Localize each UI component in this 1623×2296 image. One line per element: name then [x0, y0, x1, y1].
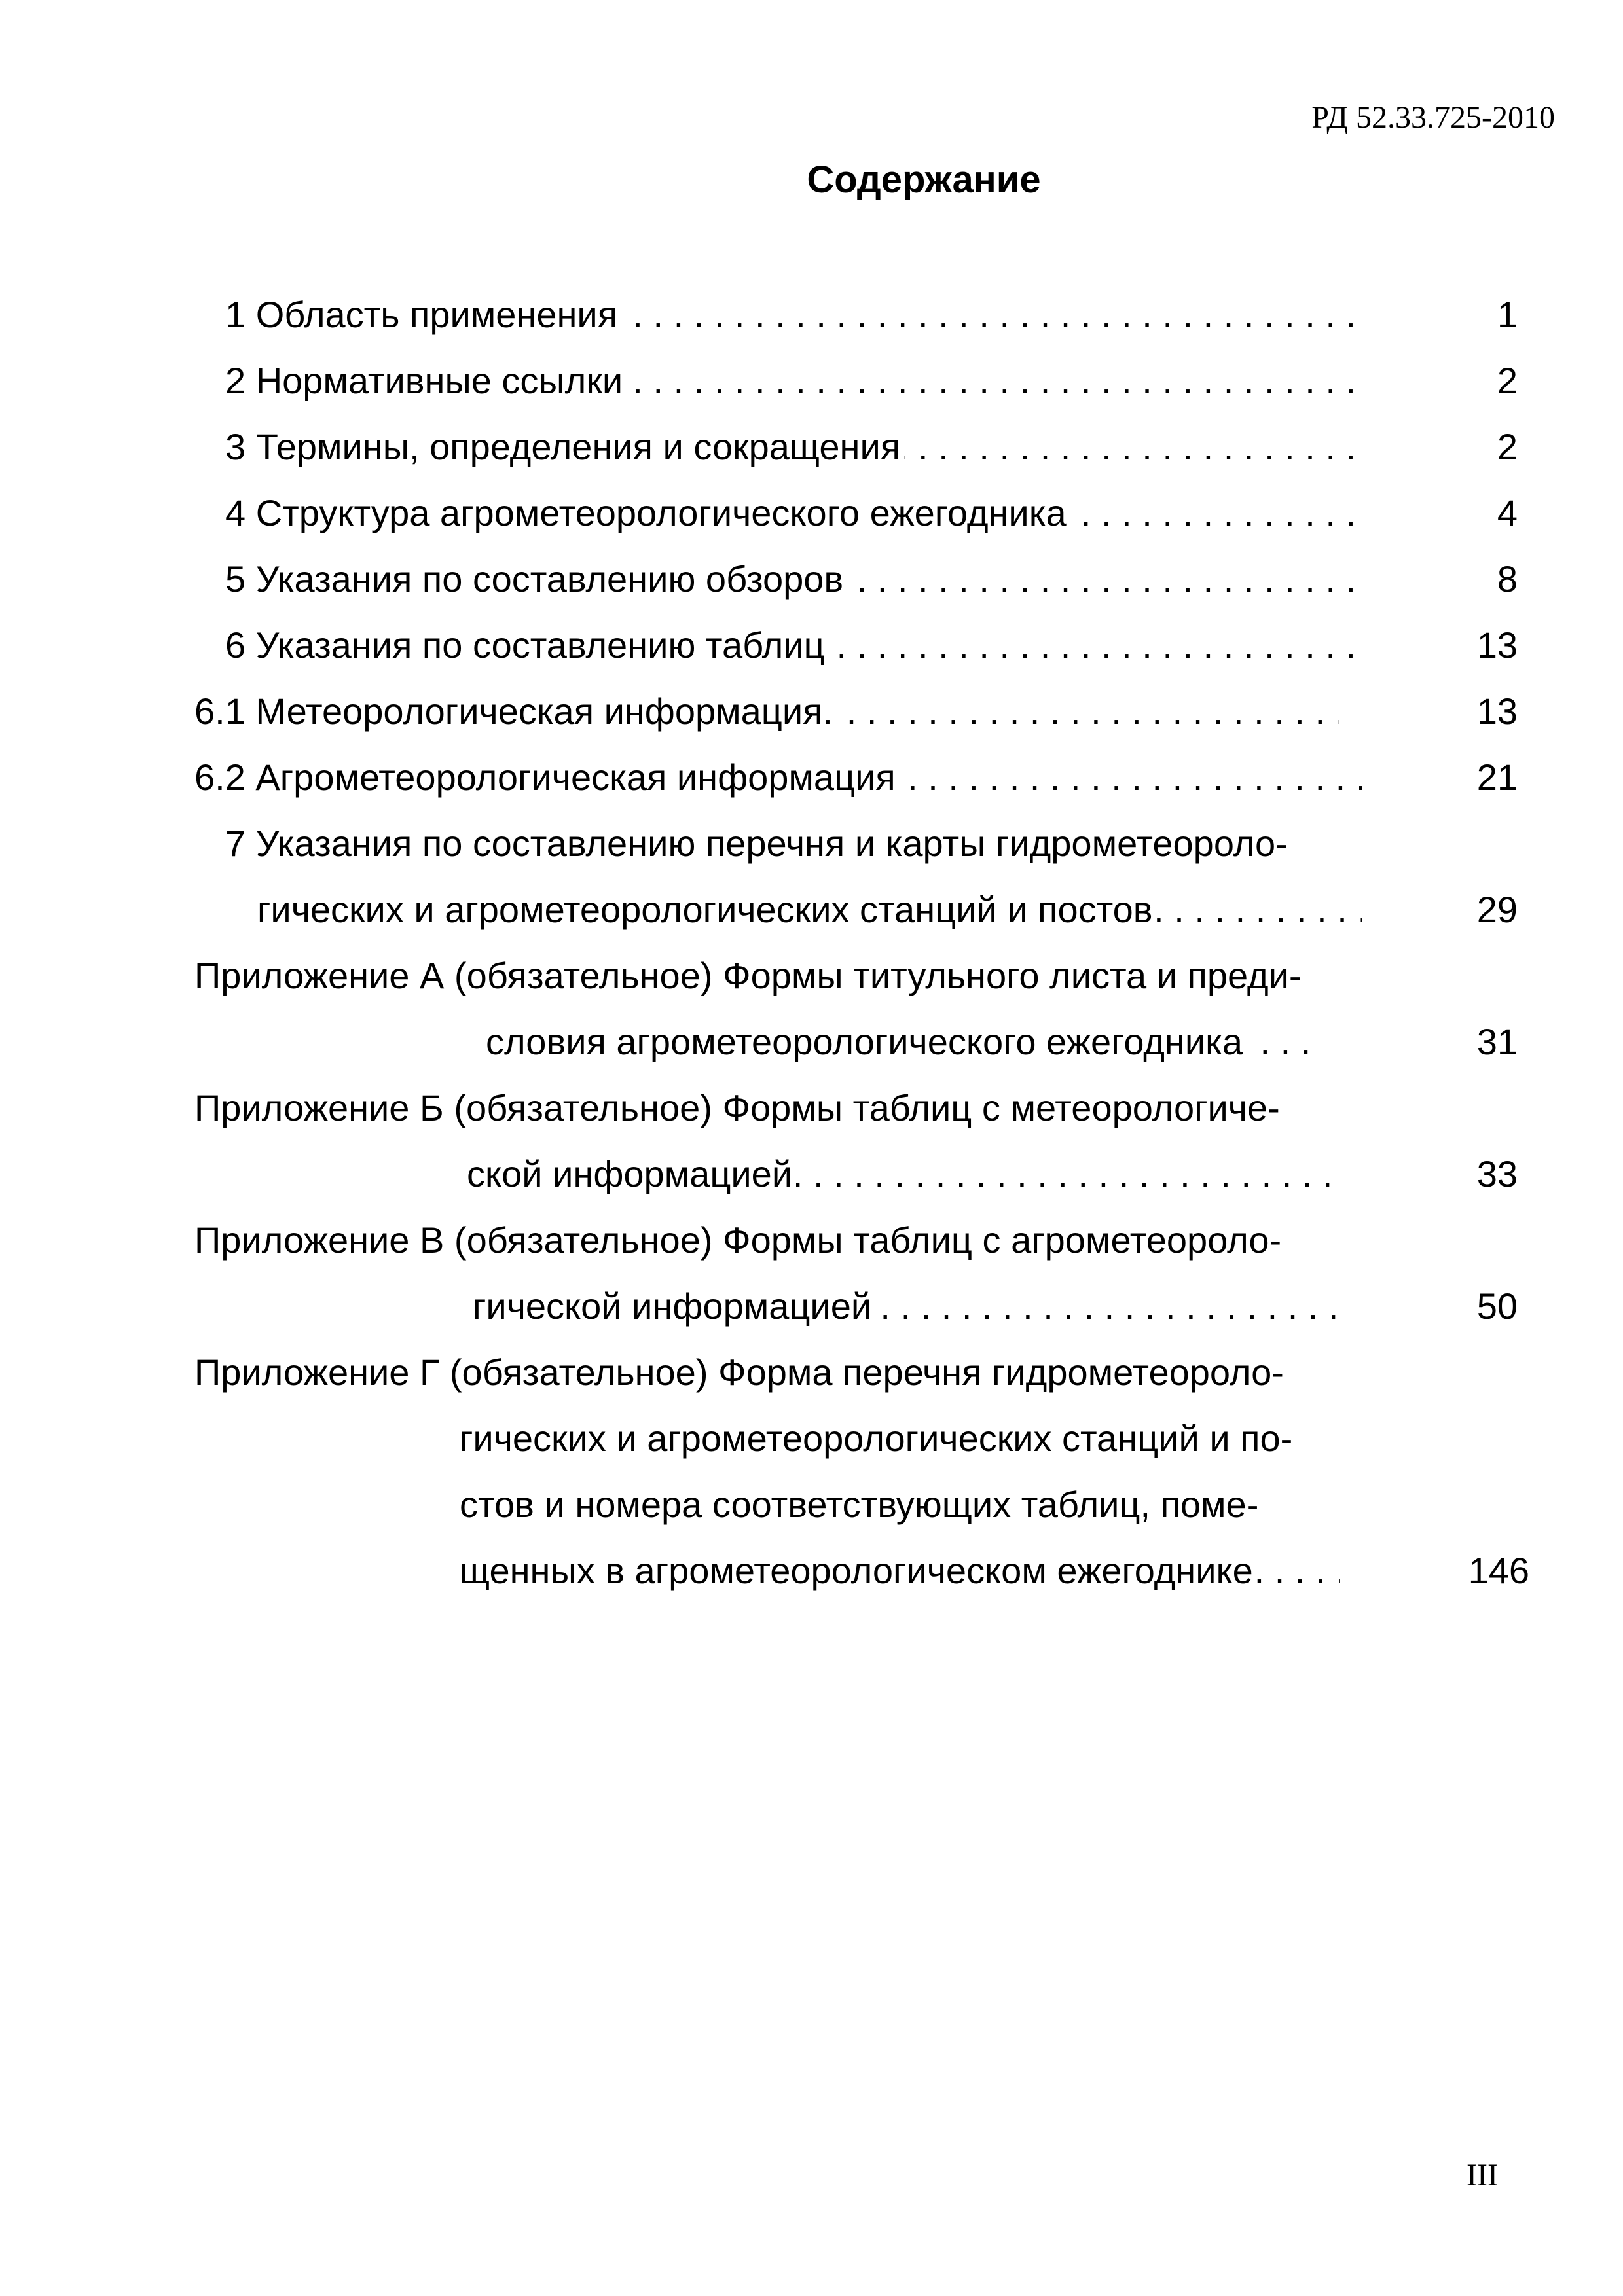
toc-page-number: 8 [1497, 558, 1518, 600]
toc-page-number: 29 [1476, 889, 1518, 930]
toc-entry-label: Приложение В (обязательное) Формы таблиц с агрометеороло- [194, 1219, 1282, 1261]
toc-entry-label: ской информацией [467, 1153, 796, 1194]
toc-appendix-g[interactable] [0, 1339, 1623, 1604]
document-code: РД 52.33.725-2010 [1311, 100, 1555, 135]
table-of-contents [0, 281, 1623, 1604]
toc-page-number: 146 [1468, 1550, 1529, 1591]
toc-entry-label: 6 Указания по составлению таблиц [225, 624, 829, 666]
toc-entry-label: 5 Указания по составлению обзоров [225, 558, 847, 600]
toc-page-number: 21 [1476, 757, 1518, 798]
toc-page-number: 13 [1476, 624, 1518, 666]
toc-page-number: 1 [1497, 294, 1518, 335]
toc-entry-label: Приложение Г (обязательное) Форма перечня гидрометеороло- [194, 1352, 1284, 1393]
toc-entry-label: 6.2 Агрометеорологическая информация [194, 757, 900, 798]
toc-entry-6[interactable] [0, 612, 1623, 678]
toc-entry-label: стов и номера соответствующих таблиц, поме- [460, 1484, 1259, 1525]
toc-entry-label: 1 Область применения [225, 294, 621, 335]
toc-appendix-v[interactable] [0, 1207, 1623, 1339]
toc-page-number: 31 [1476, 1021, 1518, 1062]
toc-entry-label: Приложение Б (обязательное) Формы таблиц с метеорологиче- [194, 1087, 1280, 1128]
toc-page-number: 13 [1476, 691, 1518, 732]
toc-entry-2[interactable] [0, 348, 1623, 414]
toc-entry-label: гических и агрометеорологических станций и постов [257, 889, 1157, 930]
toc-page-number: 50 [1476, 1285, 1518, 1327]
toc-entry-6-2[interactable] [0, 744, 1623, 810]
toc-entry-label: щенных в агрометеорологическом ежегоднике [460, 1550, 1257, 1591]
toc-entry-label: гической информацией [473, 1285, 875, 1327]
toc-page-number: 2 [1497, 360, 1518, 401]
toc-entry-label: 3 Термины, определения и сокращения [225, 426, 904, 467]
toc-entry-6-1[interactable] [0, 678, 1623, 744]
toc-entry-label: 7 Указания по составлению перечня и карты гидрометеороло- [225, 823, 1288, 864]
toc-entry-label: Приложение А (обязательное) Формы титульного листа и преди- [194, 955, 1302, 996]
toc-page-number: 2 [1497, 426, 1518, 467]
toc-entry-label: 4 Структура агрометеорологического ежегодника [225, 492, 1070, 533]
toc-entry-label: гических и агрометеорологических станций и по- [460, 1418, 1293, 1459]
toc-entry-4[interactable] [0, 480, 1623, 546]
toc-appendix-a[interactable] [0, 942, 1623, 1075]
toc-entry-5[interactable] [0, 546, 1623, 612]
toc-entry-3[interactable] [0, 414, 1623, 480]
toc-entry-label: словия агрометеорологического ежегодника [486, 1021, 1247, 1062]
toc-entry-1[interactable] [0, 281, 1623, 348]
toc-entry-7[interactable] [0, 810, 1623, 942]
page-number: III [1467, 2158, 1498, 2193]
toc-page-number: 33 [1476, 1153, 1518, 1194]
toc-entry-label: 2 Нормативные ссылки [225, 360, 627, 401]
page-title: Содержание [807, 158, 1041, 201]
toc-entry-label: 6.1 Метеорологическая информация. [194, 691, 837, 732]
toc-appendix-b[interactable] [0, 1075, 1623, 1207]
toc-page-number: 4 [1497, 492, 1518, 533]
